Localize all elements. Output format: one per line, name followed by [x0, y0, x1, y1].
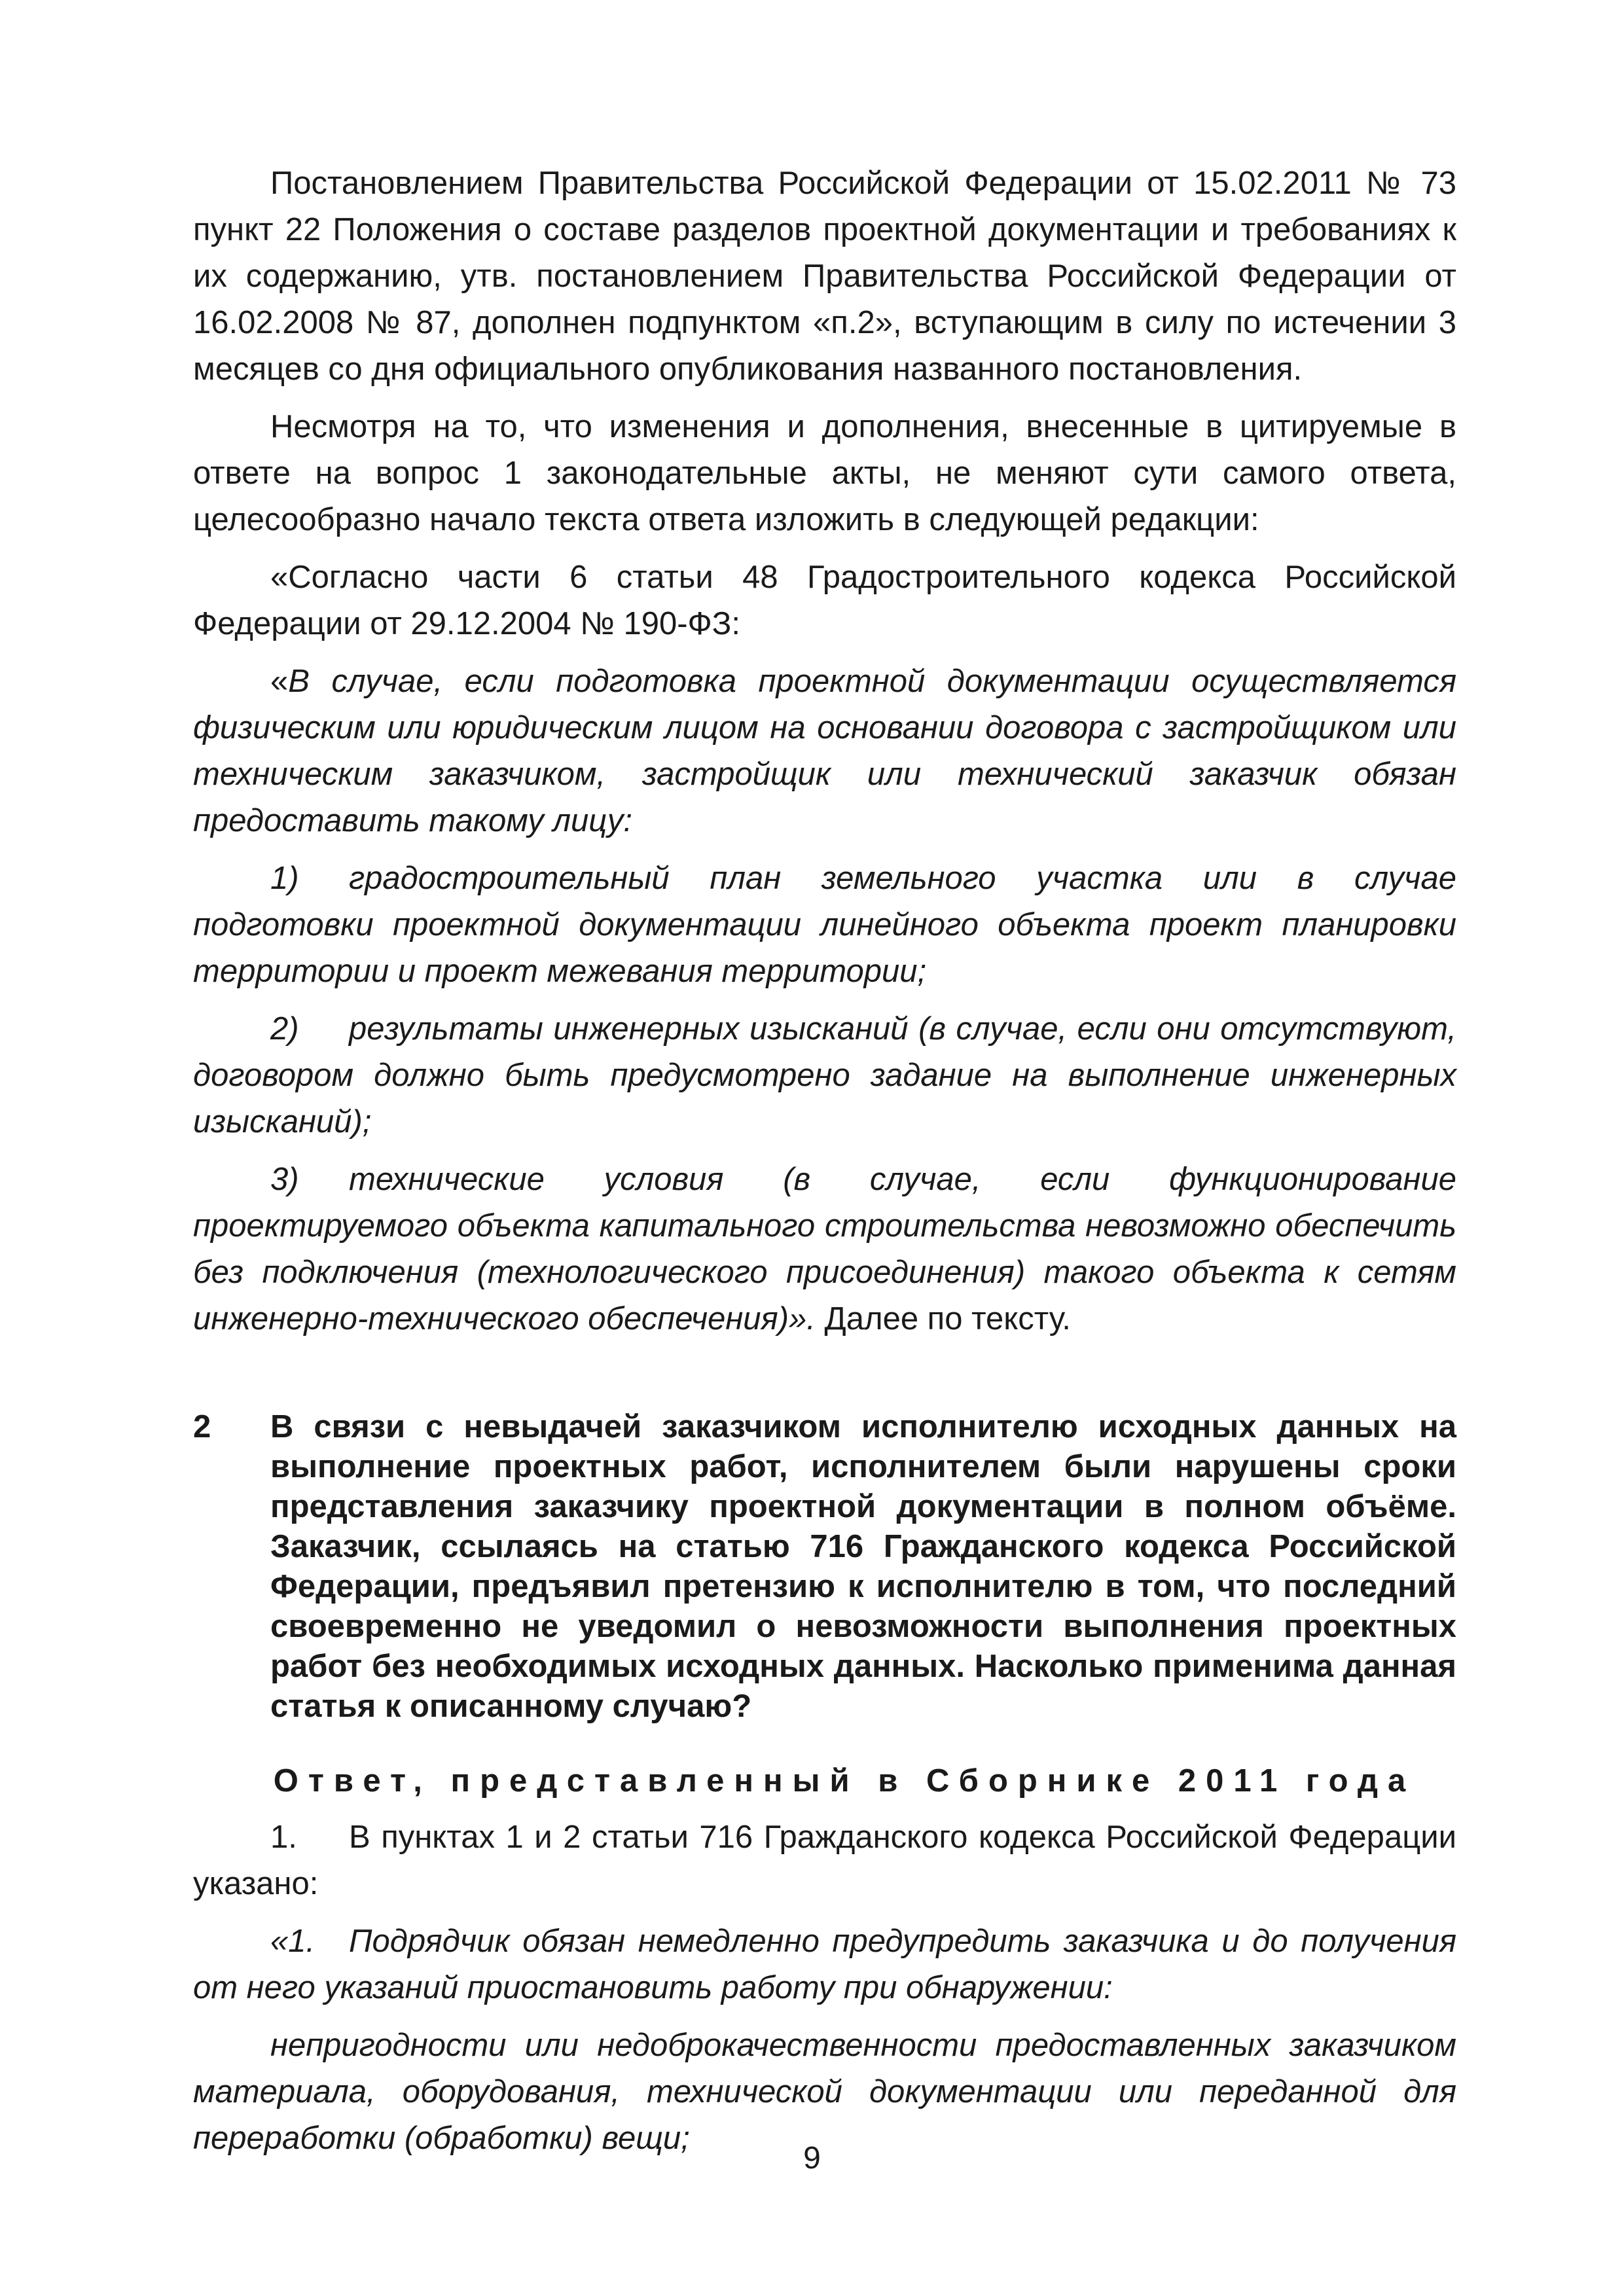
page-number: 9 [803, 2141, 821, 2176]
quote-close-mark: ». [789, 1301, 816, 1336]
article-quote-1 [193, 1918, 1456, 2011]
answer-item-1-text: В пунктах 1 и 2 статьи 716 Гражданского кодекса Российской Федерации указано: [193, 1820, 1456, 1901]
paragraph-edit-note: Несмотря на то, что изменения и дополнения, внесенные в цитируемые в ответе на вопрос 1 законодательные акты, не меняют сути самого ответа, целесообразно начало текста ответа изложить в следующей редакции: [193, 409, 1456, 537]
quote-item-2 [193, 1006, 1456, 1145]
answer-heading: Ответ, представленный в Сборнике 2011 года [273, 1763, 1416, 1799]
quote-item-3 [193, 1157, 1456, 1342]
article-quote-1-number: «1. [270, 1924, 316, 1959]
quote-after-text: Далее по тексту. [815, 1301, 1071, 1336]
quote-lead: В случае, если подготовка проектной документации осуществляется физическим или юридическим лицом на основании договора с застройщиком или техническим заказчиком, застройщик или технический заказчик обязан предоставить такому лицу: [193, 664, 1456, 838]
answer-item-1-number: 1. [270, 1820, 297, 1855]
quote-lead-paragraph [193, 658, 1456, 844]
page-body [193, 160, 1456, 2162]
quote-item-1-number: 1) [270, 861, 299, 896]
quote-item-1-text: градостроительный план земельного участка или в случае подготовки проектной документации линейного объекта проект планировки территории и проект межевания территории; [193, 861, 1456, 989]
quote-open-mark: « [270, 664, 289, 699]
article-quote-2: непригодности или недоброкачественности предоставленных заказчиком материала, оборудования, технической документации или переданной для переработки (обработки) вещи; [193, 2028, 1456, 2156]
quote-item-2-text: результаты инженерных изысканий (в случае, если они отсутствуют, договором должно быть предусмотрено задание на выполнение инженерных изысканий); [193, 1011, 1456, 1139]
quote-intro: «Согласно части 6 статьи 48 Градостроительного кодекса Российской Федерации от 29.12.2004 № 190-ФЗ: [193, 560, 1456, 641]
question-2 [193, 1407, 1456, 1727]
quote-item-3-text: технические условия (в случае, если функционирование проектируемого объекта капитального строительства невозможно обеспечить без подключения (технологического присоединения) такого объекта к сетям инженерно-технического обеспечения) [193, 1162, 1456, 1336]
question-2-text: В связи с невыдачей заказчиком исполнителю исходных данных на выполнение проектных работ, исполнителем были нарушены сроки представления заказчику проектной документации в полном объёме. Заказчик, ссылаясь на статью 716 Гражданского кодекса Российской Федерации, предъявил претензию к исполнителю в том, что последний своевременно не уведомил о невозможности выполнения проектных работ без необходимых исходных данных. Насколько применима данная статья к описанному случаю? [270, 1409, 1456, 1724]
article-quote-1-text: Подрядчик обязан немедленно предупредить заказчика и до получения от него указаний приостановить работу при обнаружении: [193, 1924, 1456, 2005]
paragraph-decree-note: Постановлением Правительства Российской Федерации от 15.02.2011 № 73 пункт 22 Положения о составе разделов проектной документации и требованиях к их содержанию, утв. постановлением Правительства Российской Федерации от 16.02.2008 № 87, дополнен подпунктом «п.2», вступающим в силу по истечении 3 месяцев со дня официального опубликования названного постановления. [193, 166, 1456, 387]
quote-item-2-number: 2) [270, 1011, 299, 1047]
answer-item-1 [193, 1814, 1456, 1907]
quote-item-1 [193, 855, 1456, 995]
quote-item-3-number: 3) [270, 1162, 299, 1197]
question-2-number: 2 [193, 1409, 211, 1444]
